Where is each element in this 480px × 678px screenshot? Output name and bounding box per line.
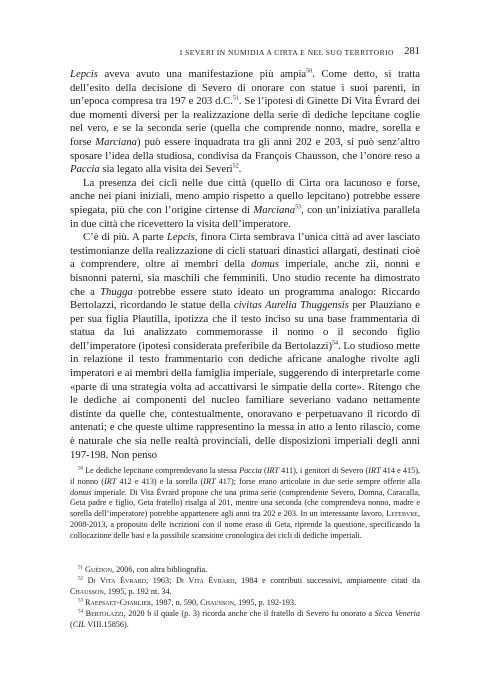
- text: aveva avuto una manifestazione più ampia: [97, 68, 307, 80]
- footnote-number: 50: [78, 466, 83, 472]
- footnote-ref[interactable]: 54: [332, 340, 339, 347]
- italic-text: Sicca Veneria: [374, 609, 421, 618]
- italic-text: domus: [70, 487, 92, 497]
- footnote-52: [70, 576, 420, 598]
- running-head: I SEVERI IN NUMIDIA A CIRTA E NEL SUO TERRITORIO: [179, 48, 394, 57]
- italic-text: civitas Aurelia Thuggensis: [233, 299, 349, 312]
- text: (: [261, 466, 267, 475]
- footnote-ref[interactable]: 53: [295, 204, 302, 211]
- text: per Plauziano e per sua figlia Plautilla, ipotizza che il testo inciso su una base frammentaria di statua da lui analizzato commemorasse il nonno o il secondo figlio dell’imperatore (ipotesi considerata preferibile da Bertolazzi): [70, 299, 420, 352]
- italic-text: CIL: [72, 619, 86, 629]
- text: VIII.15856).: [85, 619, 129, 629]
- text: , 1995, p. 192-193.: [233, 598, 297, 607]
- text: 412 e 413) e la sorella (: [116, 476, 204, 486]
- author-name: Lefebvre: [386, 509, 418, 519]
- text: , 1995, p. 192 nt. 34.: [103, 586, 172, 596]
- italic-text: Lepcis: [70, 68, 98, 80]
- footnote-53: [70, 598, 420, 609]
- footnote-number: 52: [78, 576, 83, 582]
- paragraph: [70, 68, 420, 177]
- author-name: Guédon: [85, 565, 112, 574]
- text: C’è di più. A parte: [83, 231, 167, 244]
- text: Le dediche lepcitane comprendevano la stessa: [83, 466, 240, 475]
- text: , con un’iniziativa parallela in due città che ricevettero la visita dell’imperatore.: [70, 203, 421, 230]
- text: imperiale. Di Vita Évrard propone che una prima serie (comprendente Severo, Domna, Caracalla, Geta padre e figlio, Geta fratello) risalga al 201, mentre una seconda (che comprendeva nonno, madre e sorella dell’imperatore) potrebbe appartenere agli anni tra 202 e 203. In un interessante lavoro,: [70, 487, 420, 519]
- text: , 2008-2013, a proposito delle iscrizioni con il nome eraso di Geta, riprende la questione, specificando la collocazione delle basi e la possibile scansione cronologica dei cicli di dediche imperiali.: [70, 509, 420, 540]
- footnote-number: 51: [78, 565, 83, 571]
- text: ) può essere inquadrata tra gli anni 202 e 203, si può senz’altro sposare l’idea della studiosa, condivisa da François Chausson, che l’onore reso a: [70, 135, 421, 162]
- author-name: Chausson: [70, 586, 104, 596]
- text: imperiale, anche zii, nonni e bisnonni paterni, sia maschili che femminili. Uno studio recente ha dimostrato che a: [70, 258, 420, 298]
- author-name: Raepsaet-Charlier: [85, 598, 152, 607]
- text: 414 e 415), il nonno (: [70, 466, 420, 486]
- footnote-54: [70, 609, 420, 631]
- footnote-ref[interactable]: 51: [232, 95, 239, 102]
- author-name: Bertolazzi: [85, 609, 124, 618]
- italic-text: Thugga: [100, 285, 133, 298]
- text: . Lo studioso mette in relazione il testo frammentario con dediche africane analoghe rivolte agli imperatori e ai membri della famiglia imperiale, suggerendo di interpretarle come «parte di una strategia volta ad accattivarsi le simpatie della corte». Ritengo che le dediche ai componenti del nucleo familiare severiano vadano nettamente distinte da quelle che, contestualmente, onoravano e perpetuavano il ricordo di antenati; e che queste ultime rappresentino la messa in atto a lento rilascio, come è naturale che sia nelle realtà provinciali, delle disposizioni imperiali degli anni 197-198. Non penso: [70, 339, 420, 461]
- text: , 2020 b il quale (p. 3) ricorda anche che il fratello di Severo fu onorato a: [123, 609, 375, 618]
- text: 417); forse erano articolate in due serie sempre offerte alla: [215, 476, 421, 486]
- footnote-51: [70, 565, 420, 576]
- italic-text: Paccia: [70, 163, 100, 176]
- page-header: [70, 46, 420, 60]
- text: .: [238, 163, 242, 176]
- italic-text: Paccia: [239, 466, 262, 475]
- text: . Come detto, si tratta dell’esito della decisione di Severo di onorare con statue i suoi parenti, in un’epoca compresa tra 197 e 203 d.C.: [70, 68, 420, 108]
- text: . Se l’ipotesi di Ginette Di Vita Évrard dei due momenti diversi per la realizzazione della serie di dediche lepcitane coglie nel vero, e se la seconda serie (quella che comprende nonno, madre, sorella e forse: [70, 95, 421, 148]
- author-name: Chausson: [200, 598, 234, 607]
- author-name: Di Vita Évrard: [87, 576, 147, 585]
- italic-text: Lepcis: [166, 231, 195, 244]
- text: potrebbe essere stato ideato un programma analogo: Riccardo Bertolazzi, ricordando le statue della: [70, 285, 421, 312]
- italic-text: IRT: [104, 476, 117, 486]
- italic-text: domus: [251, 258, 280, 271]
- paragraph: [70, 231, 420, 462]
- text: , finora Cirta sembrava l’unica città ad aver lasciato testimonianze della realizzazione di cicli statuari dinastici allargati, destinati cioè a comprendere, oltre ai membri della: [70, 231, 420, 271]
- footnote-50: [70, 466, 420, 542]
- footnote-number: 54: [78, 609, 83, 615]
- main-text: [70, 68, 420, 462]
- italic-text: Marciana: [253, 203, 296, 216]
- italic-text: IRT: [203, 476, 216, 486]
- italic-text: IRT: [368, 466, 381, 475]
- footnote-number: 53: [78, 598, 83, 604]
- text: 411), i genitori di Severo (: [278, 466, 369, 475]
- text: La presenza dei cicli nelle due città (quello di Cirta ora lacunoso e forse, anche nei piani iniziali, meno ampio rispetto a quello lepcitano) potrebbe essere spiegata, più che con l’origine cirtense di: [70, 176, 420, 216]
- paragraph: [70, 177, 420, 231]
- text: , 1987, n. 590,: [151, 598, 201, 607]
- italic-text: IRT: [266, 466, 279, 475]
- text: , 1963;: [146, 576, 176, 585]
- footnote-ref[interactable]: 50: [306, 68, 313, 75]
- footnote-ref[interactable]: 52: [232, 163, 239, 170]
- text: sia legato alla visita dei Severi: [99, 163, 233, 176]
- author-name: Di Vita Évrard: [176, 576, 235, 585]
- text: , 1984 e contributi successivi, ampiamente citati da: [234, 576, 420, 585]
- italic-text: Marciana: [95, 135, 138, 148]
- text: , 2006, con altra bibliografia.: [111, 565, 208, 574]
- page-number: 281: [404, 46, 420, 57]
- text: (: [70, 619, 73, 629]
